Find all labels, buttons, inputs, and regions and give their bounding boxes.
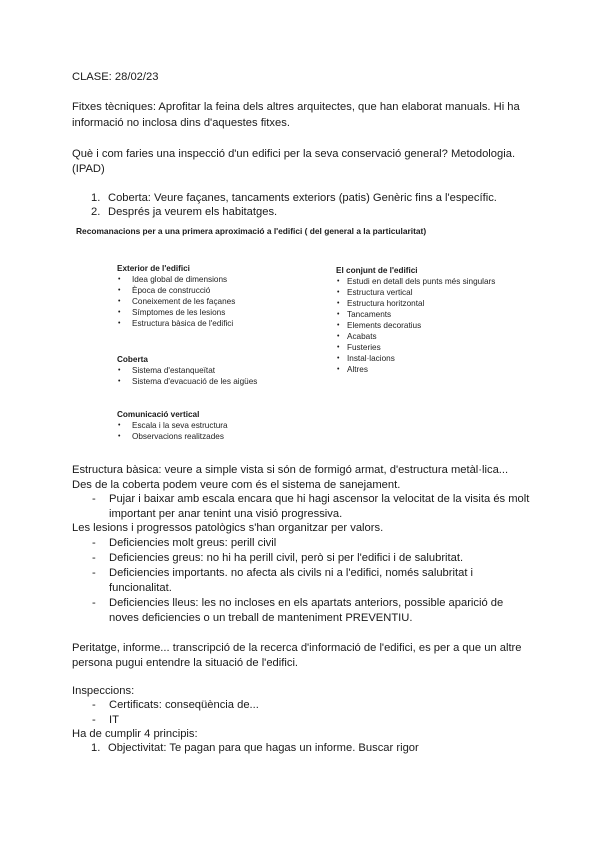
question-line-1: Què i com faries una inspecció d'un edifici per la seva conservació general? Metodologia.: [72, 148, 516, 160]
list-bullet: •: [118, 276, 121, 283]
list-bullet: •: [337, 355, 340, 362]
principle-number: 1.: [91, 742, 101, 754]
list-item: Observacions realitzades: [132, 432, 224, 441]
peritatge-line-1: Peritatge, informe... transcripció de la recerca d'informació de l'edifici, es per a que un altre: [72, 642, 522, 654]
lesion-item: Deficiencies greus: no hi ha perill civil, però si per l'edifici i de salubritat.: [109, 552, 464, 564]
list-bullet: •: [337, 366, 340, 373]
inspeccio-item: IT: [109, 714, 119, 726]
intro-line-2: informació no inclosa dins d'aquestes fitxes.: [72, 117, 290, 129]
principles-intro: Ha de cumplir 4 principis:: [72, 728, 198, 740]
lesion-item: Deficiencies importants. no afecta als civils ni a l'edifici, només salubritat i: [109, 567, 474, 579]
list-bullet: •: [118, 422, 121, 429]
lesion-item-cont: noves deficiencies o un treball de manteniment PREVENTIU.: [109, 612, 413, 624]
structure-line-1: Estructura bàsica: veure a simple vista si són de formigó armat, d'estructura metàl·lica...: [72, 464, 509, 476]
list-item: Acabats: [347, 332, 377, 341]
list-item: Època de construcció: [132, 286, 211, 295]
list-bullet: •: [337, 333, 340, 340]
list-item: Elements decoratius: [347, 321, 422, 330]
comunicacio-heading: Comunicació vertical: [117, 410, 200, 419]
list-bullet: •: [118, 309, 121, 316]
list-dash: -: [92, 567, 96, 579]
lesion-item-cont: funcionalitat.: [109, 582, 172, 594]
list-bullet: •: [118, 287, 121, 294]
list-dash: -: [92, 699, 96, 711]
list-dash: -: [92, 552, 96, 564]
conjunt-heading: El conjunt de l'edifici: [336, 266, 418, 275]
list-item: Estudi en detall dels punts més singulars: [347, 277, 496, 286]
list-bullet: •: [337, 278, 340, 285]
step-text: Coberta: Veure façanes, tancaments exteriors (patis) Genèric fins a l'específic.: [108, 192, 497, 204]
list-item: Estructura vertical: [347, 288, 413, 297]
principle-text: Objectivitat: Te pagan para que hagas un informe. Buscar rigor: [108, 742, 419, 754]
question-line-2: (IPAD): [72, 163, 105, 175]
list-dash: -: [92, 714, 96, 726]
structure-dash-line-2: important per anar tenint una visió progressiva.: [109, 508, 343, 520]
lesion-item: Deficiencies lleus: les no incloses en els apartats anteriors, possible aparició de: [109, 597, 504, 609]
lesion-item: Deficiencies molt greus: perill civil: [109, 537, 277, 549]
list-bullet: •: [118, 433, 121, 440]
structure-dash-line-1: Pujar i baixar amb escala encara que hi hagi ascensor la velocitat de la visita és molt: [109, 493, 530, 505]
list-bullet: •: [337, 289, 340, 296]
list-item: Escala i la seva estructura: [132, 421, 228, 430]
figure-title: Recomanacions per a una primera aproximació a l'edifici ( del general a la particularitat): [76, 226, 427, 236]
step-number: 1.: [91, 192, 101, 204]
inspeccio-item: Certificats: conseqüència de...: [109, 699, 259, 711]
list-bullet: •: [118, 320, 121, 327]
list-item: Estructura bàsica de l'edifici: [132, 319, 234, 328]
coberta-heading: Coberta: [117, 355, 148, 364]
list-dash: -: [92, 493, 96, 505]
class-date: CLASE: 28/02/23: [72, 71, 159, 83]
list-item: Fusteries: [347, 343, 381, 352]
list-item: Coneixement de les façanes: [132, 297, 236, 306]
list-item: Altres: [347, 365, 368, 374]
list-item: Idea global de dimensions: [132, 275, 228, 284]
list-item: Tancaments: [347, 310, 392, 319]
list-dash: -: [92, 537, 96, 549]
list-bullet: •: [118, 378, 121, 385]
list-bullet: •: [118, 298, 121, 305]
lesions-intro: Les lesions i progressos patològics s'han organitzar per valors.: [72, 522, 384, 534]
list-bullet: •: [337, 344, 340, 351]
list-item: Sistema d'evacuació de les aigües: [132, 377, 258, 386]
step-number: 2.: [91, 206, 101, 218]
list-item: Instal·lacions: [347, 354, 395, 363]
exterior-heading: Exterior de l'edifici: [117, 264, 190, 273]
structure-line-2: Des de la coberta podem veure com és el sistema de sanejament.: [72, 479, 401, 491]
list-item: Sistema d'estanqueïtat: [132, 366, 216, 375]
list-bullet: •: [337, 311, 340, 318]
peritatge-line-2: persona pugui entendre la situació de l'edifici.: [72, 657, 299, 669]
list-item: Estructura horitzontal: [347, 299, 425, 308]
inspeccions-heading: Inspeccions:: [72, 685, 135, 697]
intro-line-1: Fitxes tècniques: Aprofitar la feina dels altres arquitectes, que han elaborat manuals. Hi ha: [72, 101, 520, 113]
list-bullet: •: [337, 300, 340, 307]
list-bullet: •: [337, 322, 340, 329]
list-item: Símptomes de les lesions: [132, 308, 226, 317]
list-bullet: •: [118, 367, 121, 374]
list-dash: -: [92, 597, 96, 609]
step-text: Després ja veurem els habitatges.: [108, 206, 278, 218]
